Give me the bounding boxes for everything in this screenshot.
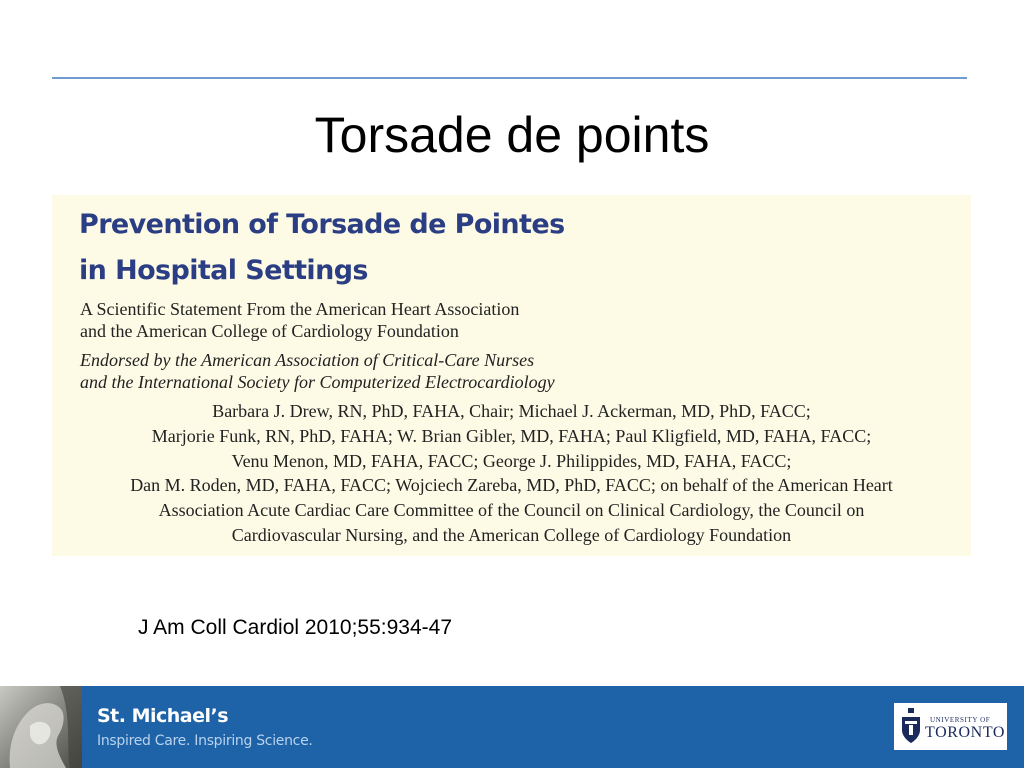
paper-header-excerpt — [52, 195, 971, 556]
st-michaels-tagline: Inspired Care. Inspiring Science. — [97, 733, 313, 749]
author-line-2: Marjorie Funk, RN, PhD, FAHA; W. Brian Gibler, MD, FAHA; Paul Kligfield, MD, FAHA, FACC; — [151, 425, 872, 446]
paper-title — [79, 202, 565, 294]
author-line-1: Barbara J. Drew, RN, PhD, FAHA, Chair; Michael J. Ackerman, MD, PhD, FACC; — [212, 401, 811, 421]
university-of-toronto-logo — [894, 703, 1007, 750]
statement-line-1: A Scientific Statement From the American Heart Association — [80, 299, 520, 319]
statue-photo — [0, 686, 82, 768]
statement-line-2: and the American College of Cardiology Foundation — [80, 320, 459, 341]
toronto-label: TORONTO — [925, 724, 1006, 741]
top-divider — [52, 77, 967, 79]
paper-statement — [80, 299, 519, 342]
footer-banner — [0, 686, 1024, 768]
author-line-4: Dan M. Roden, MD, FAHA, FACC; Wojciech Zareba, MD, PhD, FACC; on behalf of the American Heart — [130, 475, 893, 496]
st-michaels-logo-text: St. Michael’s — [97, 705, 229, 727]
author-line-5: Association Acute Cardiac Care Committee of the Council on Clinical Cardiology, the Council on — [158, 500, 865, 521]
author-line-3: Venu Menon, MD, FAHA, FACC; George J. Philippides, MD, FAHA, FACC; — [231, 450, 792, 471]
paper-title-line-2: in Hospital Settings — [79, 255, 368, 286]
uoft-crest-icon — [900, 708, 922, 745]
paper-title-line-1: Prevention of Torsade de Pointes — [79, 209, 565, 240]
slide-title: Torsade de points — [314, 107, 710, 163]
paper-authors — [52, 399, 971, 548]
university-of-label: UNIVERSITY OF — [930, 716, 991, 724]
endorsement-line-1: Endorsed by the American Association of Critical-Care Nurses — [80, 350, 535, 370]
endorsement-line-2: and the International Society for Computerized Electrocardiology — [80, 371, 555, 392]
statue-silhouette-icon — [0, 686, 82, 768]
journal-citation: J Am Coll Cardiol 2010;55:934-47 — [138, 616, 453, 639]
author-line-6: Cardiovascular Nursing, and the American College of Cardiology Foundation — [231, 524, 792, 545]
paper-endorsement — [80, 350, 555, 393]
